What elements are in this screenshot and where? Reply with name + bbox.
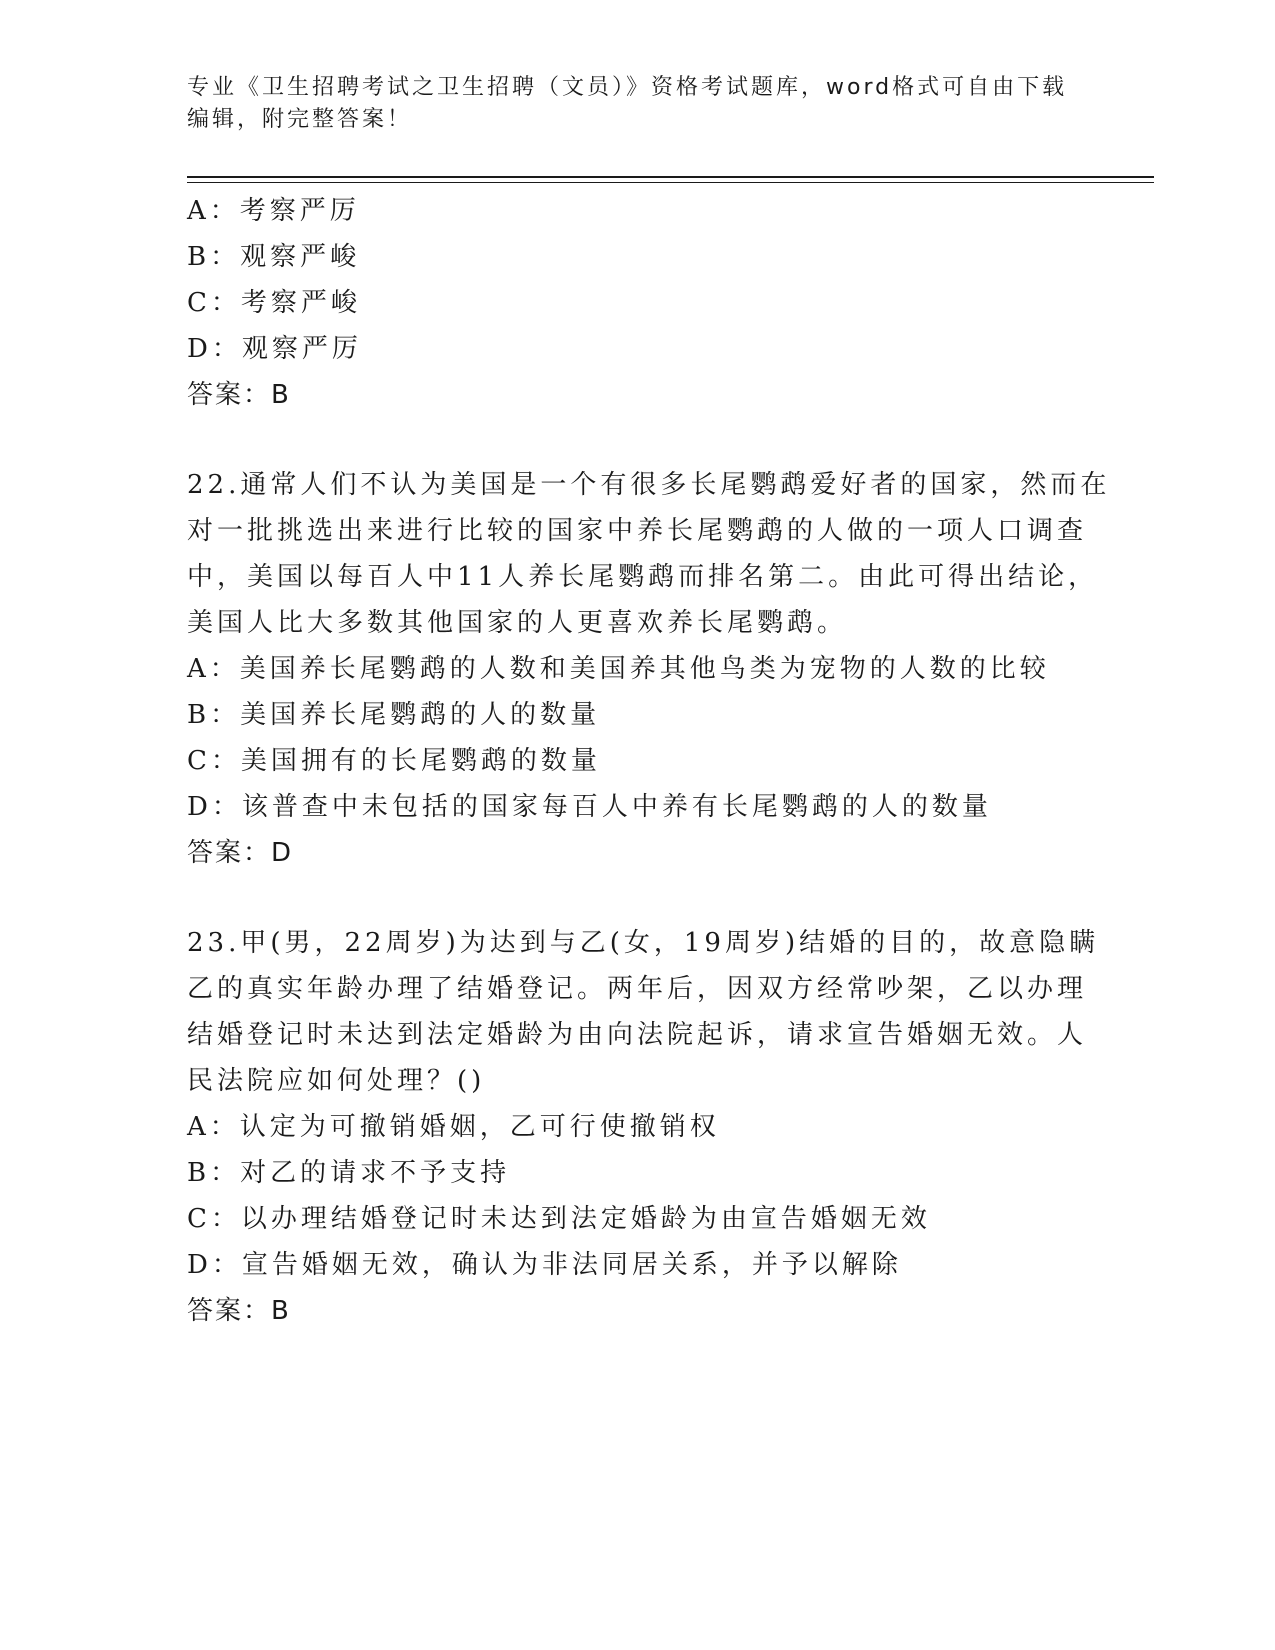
question-23 [187, 920, 1100, 1334]
q22-stem-line-4: 美国人比大多数其他国家的人更喜欢养长尾鹦鹉。 [187, 608, 848, 638]
spacer [187, 876, 1067, 920]
q22-option-c: C：美国拥有的长尾鹦鹉的数量 [187, 746, 601, 776]
q22-option-b: B：美国养长尾鹦鹉的人的数量 [187, 700, 601, 730]
q22-option-a: A：美国养长尾鹦鹉的人数和美国养其他鸟类为宠物的人数的比较 [187, 654, 1050, 684]
q22-option-d: D：该普查中未包括的国家每百人中养有长尾鹦鹉的人的数量 [187, 792, 992, 822]
q23-option-a: A：认定为可撤销婚姻，乙可行使撤销权 [187, 1112, 720, 1142]
q23-stem-line-1: 23.甲(男，22周岁)为达到与乙(女，19周岁)结婚的目的，故意隐瞒 [187, 928, 1100, 958]
header-divider-thick [187, 176, 1154, 178]
q23-stem-line-2: 乙的真实年龄办理了结婚登记。两年后，因双方经常吵架，乙以办理 [187, 974, 1088, 1004]
q23-stem-line-4: 民法院应如何处理？() [187, 1066, 486, 1096]
spacer [187, 418, 1067, 462]
question-content [187, 188, 1111, 1334]
header-line-1: 专业《卫生招聘考试之卫生招聘（文员）》资格考试题库，word格式可自由下载 [187, 75, 1068, 100]
q23-option-d: D：宣告婚姻无效，确认为非法同居关系，并予以解除 [187, 1250, 902, 1280]
document-header [187, 72, 1087, 136]
q21-answer: 答案：B [187, 380, 291, 410]
q23-answer: 答案：B [187, 1296, 291, 1326]
q21-option-b: B：观察严峻 [187, 242, 361, 272]
question-21 [187, 188, 1067, 418]
q23-option-c: C：以办理结婚登记时未达到法定婚龄为由宣告婚姻无效 [187, 1204, 931, 1234]
question-22 [187, 462, 1111, 876]
q21-option-c: C：考察严峻 [187, 288, 361, 318]
q22-stem-line-3: 中，美国以每百人中11人养长尾鹦鹉而排名第二。由此可得出结论， [187, 562, 1099, 592]
q23-option-b: B：对乙的请求不予支持 [187, 1158, 511, 1188]
header-divider-thin [187, 182, 1154, 183]
q21-option-d: D：观察严厉 [187, 334, 362, 364]
q22-answer: 答案：D [187, 838, 294, 868]
q22-stem-line-2: 对一批挑选出来进行比较的国家中养长尾鹦鹉的人做的一项人口调查 [187, 516, 1088, 546]
q21-option-a: A：考察严厉 [187, 196, 360, 226]
q22-stem-line-1: 22.通常人们不认为美国是一个有很多长尾鹦鹉爱好者的国家，然而在 [187, 470, 1111, 500]
header-line-2: 编辑，附完整答案！ [187, 107, 413, 132]
q23-stem-line-3: 结婚登记时未达到法定婚龄为由向法院起诉，请求宣告婚姻无效。人 [187, 1020, 1088, 1050]
